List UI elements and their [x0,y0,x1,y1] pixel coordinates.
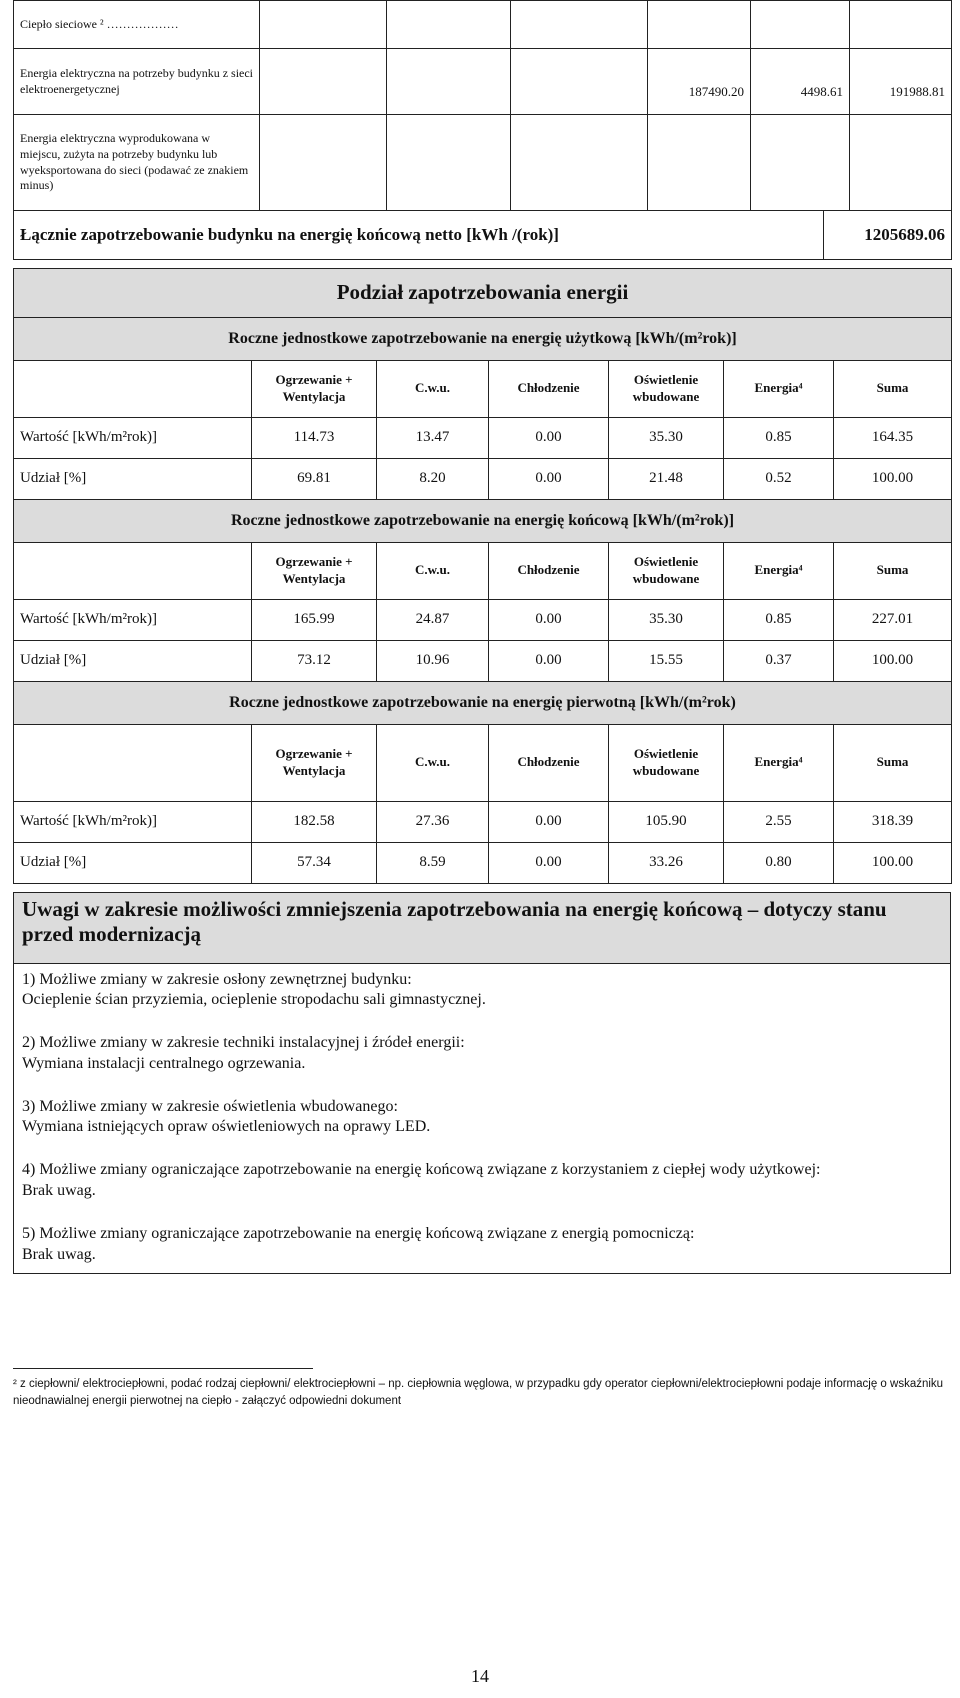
note-item: 1) Możliwe zmiany w zakresie osłony zewnętrznej budynku: Ocieplenie ścian przyziemia, ocieplenie stropodachu sali gimnastycznej. [22,970,486,1009]
section-title-primary: Roczne jednostkowe zapotrzebowanie na energię pierwotną [kWh/(m²rok) [14,681,952,724]
col-cooling: Chłodzenie [489,360,609,417]
row-grid-electricity [14,49,952,115]
notes-title: Uwagi w zakresie możliwości zmniejszenia zapotrzebowania na energię końcową – dotyczy stanu przed modernizacją [14,892,951,963]
row-label: Energia elektryczna wyprodukowana w miejscu, zużyta na potrzeby budynku lub wyeksportowana do sieci (podawać ze znakiem minus) [14,115,260,211]
footnote-divider [13,1368,313,1369]
page-number: 14 [471,1666,489,1686]
total-label: Łącznie zapotrzebowanie budynku na energię końcową netto [kWh /(rok)] [14,210,824,259]
row-district-heat [14,1,952,49]
table-row: Udział [%] 69.81 8.20 0.00 21.48 0.52 100.00 [14,458,952,499]
section-title-final: Roczne jednostkowe zapotrzebowanie na energię końcową [kWh/(m²rok)] [14,499,952,542]
grid-elec-value-3: 191988.81 [850,49,952,115]
footnote: ² z ciepłowni/ elektrociepłowni, podać rodzaj ciepłowni/ elektrociepłowni – np. ciepłownia węglowa, w przypadku gdy operator ciepłowni/elektrociepłowni podaje informację o wskaźniku nieodnawialnej energii pierwotnej na ciepło - załączyć odpowiedni dokument [13,1378,944,1407]
total-value: 1205689.06 [824,210,952,259]
note-item: 4) Możliwe zmiany ograniczające zapotrzebowanie na energię końcową związane z korzystaniem z ciepłej wody użytkowej: Brak uwag. [22,1161,821,1200]
table-row: Udział [%] 57.34 8.59 0.00 33.26 0.80 100.00 [14,842,952,883]
section-title-useful: Roczne jednostkowe zapotrzebowanie na energię użytkową [kWh/(m²rok)] [14,317,952,360]
column-header-row: Ogrzewanie + Wentylacja C.w.u. Chłodzenie Oświetlenie wbudowane Energia⁴ Suma [14,542,952,599]
energy-source-table [13,0,952,211]
table-row: Wartość [kWh/m²rok)] 114.73 13.47 0.00 35.30 0.85 164.35 [14,417,952,458]
total-demand-table [13,210,952,260]
col-dhw: C.w.u. [377,360,489,417]
notes-table [13,892,951,1275]
notes-body [14,963,951,1274]
row-label: Ciepło sieciowe ² ……………… [14,1,260,49]
note-item: 2) Możliwe zmiany w zakresie techniki instalacyjnej i źródeł energii: Wymiana instalacji centralnego ogrzewania. [22,1034,465,1072]
note-item: 5) Możliwe zmiany ograniczające zapotrzebowanie na energię końcową związane z energią pomocniczą: Brak uwag. [22,1224,695,1263]
col-heating: Ogrzewanie + Wentylacja [252,360,377,417]
energy-breakdown-table [13,268,952,884]
col-sum: Suma [834,360,952,417]
grid-elec-value-2: 4498.61 [751,49,850,115]
table-row: Wartość [kWh/m²rok)] 165.99 24.87 0.00 35.30 0.85 227.01 [14,599,952,640]
document-page [13,0,951,1274]
col-lighting: Oświetlenie wbudowane [609,360,724,417]
row-onsite-electricity [14,115,952,211]
column-header-row [14,360,952,417]
note-item: 3) Możliwe zmiany w zakresie oświetlenia wbudowanego: Wymiana istniejących opraw oświetleniowych na oprawy LED. [22,1097,431,1136]
row-label: Energia elektryczna na potrzeby budynku z sieci elektroenergetycznej [14,49,260,115]
grid-elec-value-1: 187490.20 [648,49,751,115]
column-header-row: Ogrzewanie + Wentylacja C.w.u. Chłodzenie Oświetlenie wbudowane Energia⁴ Suma [14,724,952,801]
breakdown-title: Podział zapotrzebowania energii [14,268,952,317]
table-row: Udział [%] 73.12 10.96 0.00 15.55 0.37 100.00 [14,640,952,681]
col-aux: Energia⁴ [724,360,834,417]
table-row: Wartość [kWh/m²rok)] 182.58 27.36 0.00 105.90 2.55 318.39 [14,801,952,842]
